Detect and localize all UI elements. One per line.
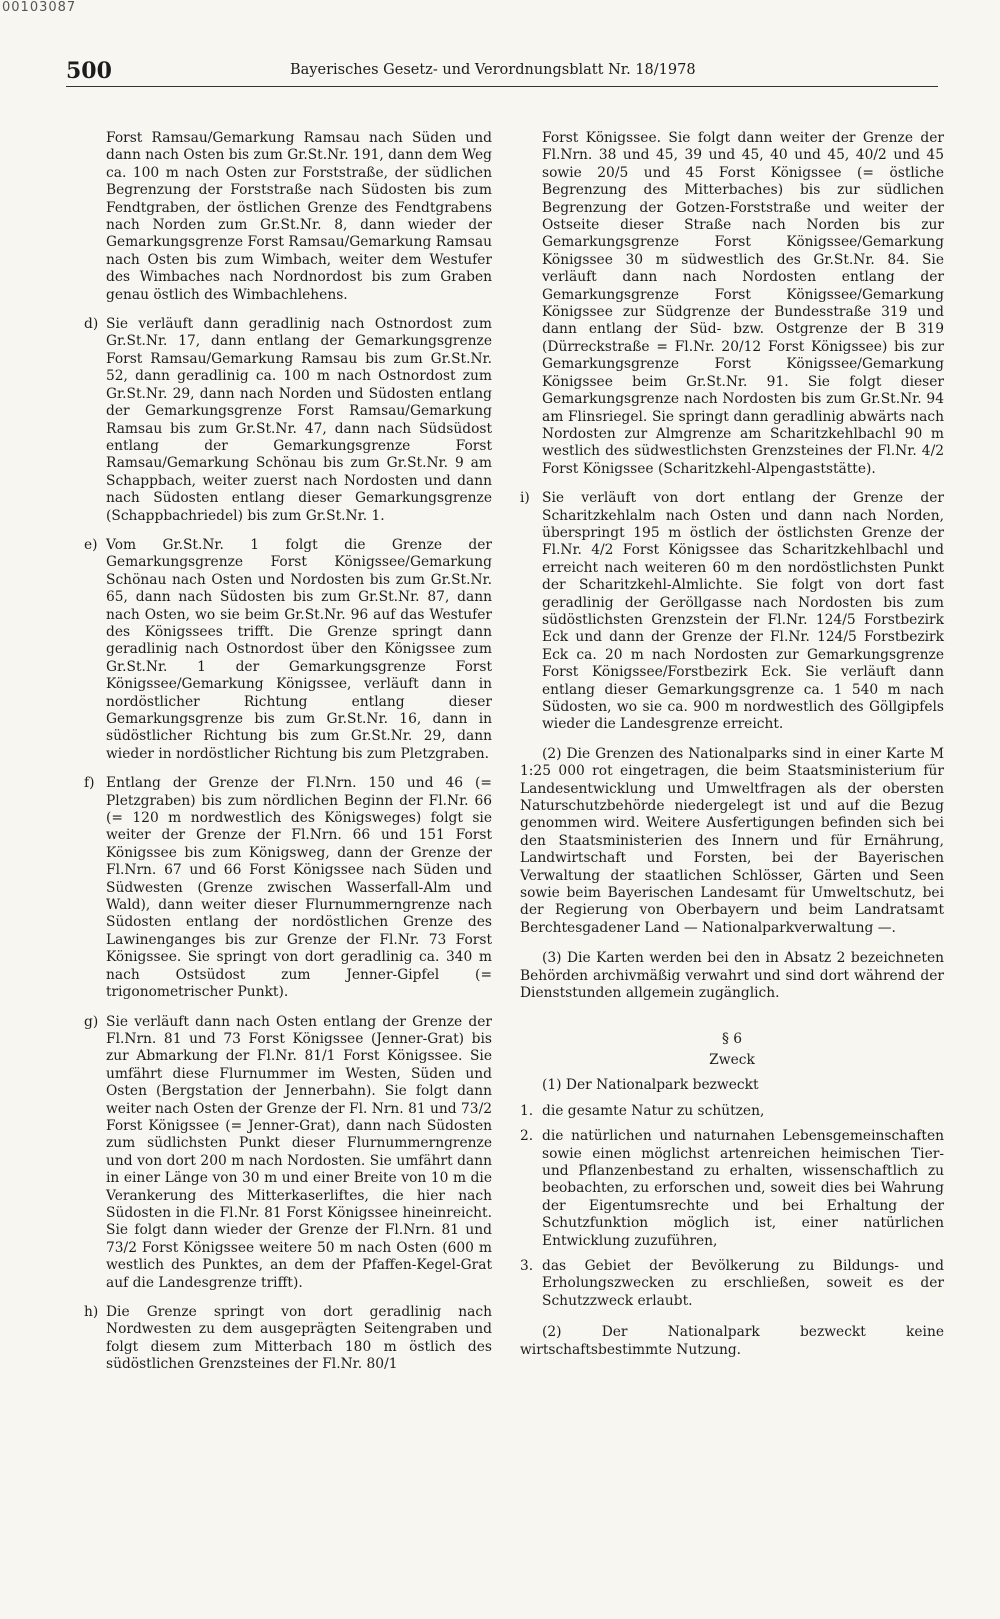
item-f-text: Entlang der Grenze der Fl.Nrn. 150 und 46 (= Pletzgraben) bis zum nördlichen Beginn der Fl.Nr. 66 (= 120 m nordwestlich des Königsweges) folgt sie weiter der Grenze der Fl.Nrn. 66 und 151 Forst Königssee bis zum Königsweg, dann der Grenze der Fl.Nrn. 67 und 66 Forst Königssee nach Süden und Südwesten (Grenze zwischen Wasserfall-Alm und Wald), dann weiter dieser Flurnummerngrenze nach Südosten entlang der nordöstlichen Grenze des Lawinenganges bis zur Grenze der Fl.Nr. 73 Forst Königssee. Sie springt von dort geradlinig ca. 340 m nach Ostsüdost zum Jenner-Gipfel (= trigonometrischer Punkt).: [106, 775, 492, 1001]
left-column: [84, 130, 492, 1386]
corner-mark: 00103087: [2, 0, 77, 15]
page-number: 500: [66, 58, 112, 84]
section-number: § 6: [721, 1030, 743, 1047]
item-i-text: Sie verläuft von dort entlang der Grenze der Scharitzkehlalm nach Osten und dann nach Norden, überspringt 195 m östlich der östlichsten Grenze der Fl.Nr. 4/2 Forst Königssee das Scharitzkehlbachl und erreicht nach weiteren 60 m den nordöstlichsten Punkt der Scharitzkehl-Almlichte. Sie folgt von dort fast geradlinig der Geröllgasse nach Nordosten bis zum südöstlichsten Grenzstein der Fl.Nr. 124/5 Forstbezirk Eck und dann der Grenze der Fl.Nr. 124/5 Forstbezirk Eck ca. 20 m nach Nordosten zur Gemarkungsgrenze Forst Königssee/Forstbezirk Eck. Sie verläuft dann entlang dieser Gemarkungsgrenze ca. 1 540 m nach Südosten, wo sie ca. 900 m nordwestlich des Göllgipfels wieder die Landesgrenze erreicht.: [542, 490, 944, 733]
item-d-text: Sie verläuft dann geradlinig nach Ostnordost zum Gr.St.Nr. 17, dann entlang der Gemarkungsgrenze Forst Ramsau/Gemarkung Ramsau bis zum Gr.St.Nr. 52, dann geradlinig ca. 100 m nach Ostnordost zum Gr.St.Nr. 29, dann nach Norden und Südosten entlang der Gemarkungsgrenze Forst Ramsau/Gemarkung Ramsau bis zum Gr.St.Nr. 47, dann nach Südsüdost entlang der Gemarkungsgrenze Forst Ramsau/Gemarkung Schönau bis zum Gr.St.Nr. 9 am Schappbach, weiter zuerst nach Nordosten und dann nach Südosten entlang dieser Gemarkungsgrenze (Schappbachriedel) bis zum Gr.St.Nr. 1.: [106, 316, 492, 524]
item-e-text: Vom Gr.St.Nr. 1 folgt die Grenze der Gemarkungsgrenze Forst Königssee/Gemarkung Schönau nach Osten und Nordosten bis zum Gr.St.Nr. 65, dann nach Südosten bis zum Gr.St.Nr. 87, dann nach Osten, wo sie beim Gr.St.Nr. 96 auf das Westufer des Königssees trifft. Die Grenze springt dann geradlinig nach Ostnordost über den Königssee zum Gr.St.Nr. 1 der Gemarkungsgrenze Forst Königssee/Gemarkung Königssee, verläuft dann in nordöstlicher Richtung entlang dieser Gemarkungsgrenze bis zum Gr.St.Nr. 16, dann in südöstlicher Richtung bis zum Gr.St.Nr. 29, dann wieder in nordöstlicher Richtung bis zum Pletzgraben.: [106, 536, 492, 762]
right-column: [520, 130, 944, 1372]
item-f: [84, 775, 492, 1001]
list-item-number: 2.: [520, 1128, 534, 1145]
list-item-number: 1.: [520, 1102, 534, 1119]
section-6-absatz-2: (2) Der Nationalpark bezweckt keine wirtschaftsbestimmte Nutzung.: [520, 1324, 944, 1358]
section-title: Zweck: [709, 1051, 755, 1068]
list-item: [520, 1103, 944, 1120]
item-d: [84, 316, 492, 525]
item-e-label: e): [84, 536, 98, 553]
section-6-absatz-1: (1) Der Nationalpark bezweckt: [542, 1077, 759, 1094]
item-d-label: d): [84, 316, 99, 333]
paragraph-h-continued: Forst Königssee. Sie folgt dann weiter der Grenze der Fl.Nrn. 38 und 45, 39 und 45, 40 und 45, 40/2 und 45 sowie 20/5 und 45 Forst Königssee (= östliche Begrenzung des Mitterbaches) bis zur südlichen Begrenzung der Gotzen-Forststraße und weiter der Ostseite dieser Straße nach Norden bis zur Gemarkungsgrenze Forst Königssee/Gemarkung Königssee 30 m südwestlich des Gr.St.Nr. 84. Sie verläuft dann nach Nordosten entlang der Gemarkungsgrenze Forst Königssee/Gemarkung Königssee zur Südgrenze der Bundesstraße 319 und dann entlang der Süd- bzw. Ostgrenze der B 319 (Dürreckstraße = Fl.Nr. 20/12 Forst Königssee) bis zur Gemarkungsgrenze Forst Königssee/Gemarkung Königssee beim Gr.St.Nr. 91. Sie folgt dieser Gemarkungsgrenze nach Nordosten bis zum Gr.St.Nr. 94 am Flinsriegel. Sie springt dann geradlinig abwärts nach Nordosten zur Almgrenze am Scharitzkehlbachl 90 m westlich des südwestlichsten Grenzsteines der Fl.Nr. 4/2 Forst Königssee (Scharitzkehl-Alpengaststätte).: [542, 130, 944, 477]
list-item-number: 3.: [520, 1257, 534, 1274]
paragraph-absatz-3: (3) Die Karten werden bei den in Absatz 2 bezeichneten Behörden archivmäßig verwahrt und sind dort während der Dienststunden allgemein zugänglich.: [520, 950, 944, 1002]
item-g-text: Sie verläuft dann nach Osten entlang der Grenze der Fl.Nrn. 81 und 73 Forst Königssee (Jenner-Grat) bis zur Abmarkung der Fl.Nr. 81/1 Forst Königssee. Sie umfährt diese Flurnummer im Westen, Süden und Osten (Bergstation der Jennerbahn). Sie folgt dann weiter nach Osten der Grenze der Fl. Nrn. 81 und 73/2 Forst Königssee (= Jenner-Grat), dann nach Südosten zum südlichsten Punkt dieser Flurnummerngrenze und von dort 200 m nach Nordosten. Sie umfährt dann in einer Länge von 30 m und einer Breite von 10 m die Verankerung des Mitterkaserliftes, die hier nach Südosten in die Fl.Nr. 81 Forst Königssee hineinreicht. Sie folgt dann wieder der Grenze der Fl.Nrn. 81 und 73/2 Forst Königssee weitere 50 m nach Osten (600 m westlich des Punktes, an dem der Pfaffen-Kegel-Grat auf die Landesgrenze trifft).: [106, 1013, 492, 1291]
paragraph-absatz-2: (2) Die Grenzen des Nationalparks sind in einer Karte M 1:25 000 rot eingetragen, die beim Staatsministerium für Landesentwicklung und Umweltfragen als der obersten Naturschutzbehörde niedergelegt ist und auf die Bezug genommen wird. Weitere Ausfertigungen befinden sich bei den Staatsministerien des Innern und für Ernährung, Landwirtschaft und Forsten, bei der Bayerischen Verwaltung der staatlichen Schlösser, Gärten und Seen sowie beim Bayerischen Landesamt für Umweltschutz, bei der Regierung von Oberbayern und beim Landratsamt Berchtesgadener Land — Nationalparkverwaltung —.: [520, 745, 944, 936]
list-item: [520, 1258, 944, 1310]
item-h: [84, 1304, 492, 1374]
item-f-label: f): [84, 775, 95, 792]
item-e: [84, 537, 492, 763]
list-item: [520, 1128, 944, 1250]
item-g-label: g): [84, 1013, 99, 1030]
item-i-label: i): [520, 490, 530, 507]
list-item-text: die natürlichen und naturnahen Lebensgemeinschaften sowie einen möglichst artenreichen heimischen Tier- und Pflanzenbestand zu erhalten, wissenschaftlich zu beobachten, zu erforschen und, soweit dies bei Wahrung der Eigentumsrechte und bei Erhaltung der Schutzfunktion möglich ist, einer natürlichen Entwicklung zuzuführen,: [542, 1128, 944, 1249]
list-item-text: das Gebiet der Bevölkerung zu Bildungs- und Erholungszwecken zu erschließen, soweit es der Schutzzweck erlaubt.: [542, 1257, 944, 1309]
item-h-label: h): [84, 1304, 99, 1320]
running-title: Bayerisches Gesetz- und Verordnungsblatt Nr. 18/1978: [290, 62, 696, 78]
item-i: [520, 490, 944, 734]
page-header: [66, 56, 938, 87]
list-item-text: die gesamte Natur zu schützen,: [542, 1102, 765, 1119]
paragraph-c-continued: Forst Ramsau/Gemarkung Ramsau nach Süden und dann nach Osten bis zum Gr.St.Nr. 191, dann dem Weg ca. 100 m nach Osten zur Forststraße, der südlichen Begrenzung der Forststraße nach Südosten bis zum Fendtgraben, der östlichen Grenze des Fendtgrabens nach Norden zum Gr.St.Nr. 8, dann wieder der Gemarkungsgrenze Forst Ramsau/Gemarkung Ramsau nach Osten bis zum Wimbach, weiter dem Westufer des Wimbaches nach Nordnordost bis zum Graben genau östlich des Wimbachlehens.: [106, 130, 492, 303]
item-g: [84, 1014, 492, 1293]
item-h-text: Die Grenze springt von dort geradlinig nach Nordwesten zu dem ausgeprägten Seitengraben und folgt diesem zum Mitterbach 180 m östlich des südöstlichen Grenzsteines der Fl.Nr. 80/1: [106, 1304, 492, 1373]
